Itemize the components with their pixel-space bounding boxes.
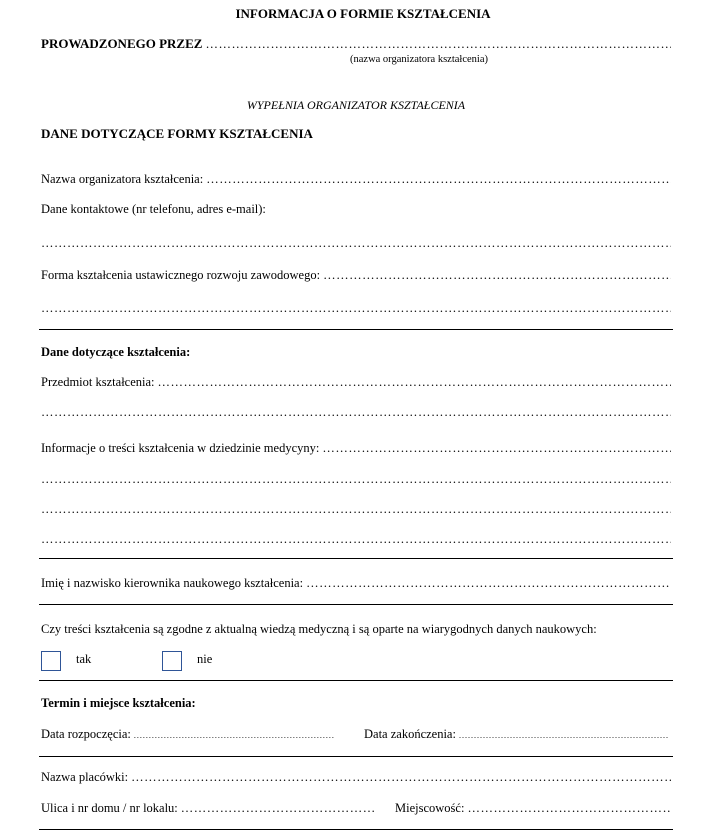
- yes-label: tak: [76, 652, 92, 666]
- city-field[interactable]: [467, 801, 671, 816]
- section-schedule-heading: Termin i miejsce kształcenia:: [41, 696, 196, 710]
- compliance-question: Czy treści kształcenia są zgodne z aktualną wiedzą medyczną i są oparte na wiarygodnych danych naukowych:: [41, 622, 597, 636]
- street-label: Ulica i nr domu / nr lokalu:: [41, 801, 178, 815]
- content-info-field-line-2[interactable]: [41, 472, 671, 487]
- city-label: Miejscowość:: [395, 801, 465, 815]
- yes-checkbox[interactable]: [41, 651, 61, 671]
- organizer-name-row: [41, 172, 671, 187]
- end-date-field[interactable]: [459, 731, 668, 740]
- start-date-row: [41, 727, 335, 742]
- organizer-fill-line[interactable]: [205, 37, 671, 52]
- venue-row: [41, 770, 671, 785]
- street-row: [41, 801, 375, 816]
- subject-label: Przedmiot kształcenia:: [41, 375, 155, 389]
- no-checkbox[interactable]: [162, 651, 182, 671]
- subject-row: [41, 375, 671, 390]
- subject-field-continued[interactable]: [41, 405, 671, 420]
- content-info-field-line-3[interactable]: [41, 502, 671, 517]
- content-info-label: Informacje o treści kształcenia w dziedzinie medycyny:: [41, 441, 320, 455]
- organizer-prefix: PROWADZONEGO PRZEZ: [41, 36, 203, 51]
- divider: [39, 756, 673, 757]
- manager-row: [41, 576, 671, 591]
- divider: [39, 329, 673, 330]
- section-form-heading: DANE DOTYCZĄCE FORMY KSZTAŁCENIA: [41, 126, 313, 141]
- organizer-name-label: Nazwa organizatora kształcenia:: [41, 172, 204, 186]
- form-row: [41, 268, 671, 283]
- divider: [39, 680, 673, 681]
- venue-label: Nazwa placówki:: [41, 770, 129, 784]
- end-date-label: Data zakończenia:: [364, 727, 456, 741]
- document-title: INFORMACJA O FORMIE KSZTAŁCENIA: [235, 6, 491, 21]
- start-date-label: Data rozpoczęcia:: [41, 727, 131, 741]
- contact-label: Dane kontaktowe (nr telefonu, adres e-mail):: [41, 202, 266, 216]
- manager-label: Imię i nazwisko kierownika naukowego kształcenia:: [41, 576, 304, 590]
- content-info-row: [41, 441, 671, 456]
- organizer-caption: (nazwa organizatora kształcenia): [350, 54, 488, 65]
- subject-field[interactable]: [158, 375, 671, 390]
- section-education-heading: Dane dotyczące kształcenia:: [41, 345, 191, 359]
- organizer-name-field[interactable]: [206, 172, 671, 187]
- start-date-field[interactable]: [134, 731, 335, 740]
- form-field[interactable]: [323, 268, 671, 283]
- venue-field[interactable]: [131, 770, 671, 785]
- city-row: [395, 801, 671, 816]
- manager-field[interactable]: [306, 576, 671, 591]
- contact-field[interactable]: [41, 236, 671, 251]
- divider: [39, 558, 673, 559]
- end-date-row: [364, 727, 668, 742]
- form-label: Forma kształcenia ustawicznego rozwoju zawodowego:: [41, 268, 321, 282]
- content-info-field[interactable]: [322, 441, 671, 456]
- content-info-field-line-4[interactable]: [41, 532, 671, 547]
- organizer-row: [41, 36, 671, 52]
- divider: [39, 829, 673, 830]
- no-label: nie: [197, 652, 213, 666]
- divider: [39, 604, 673, 605]
- fill-note: WYPEŁNIA ORGANIZATOR KSZTAŁCENIA: [246, 98, 466, 112]
- form-field-continued[interactable]: [41, 301, 671, 316]
- street-field[interactable]: [181, 801, 375, 816]
